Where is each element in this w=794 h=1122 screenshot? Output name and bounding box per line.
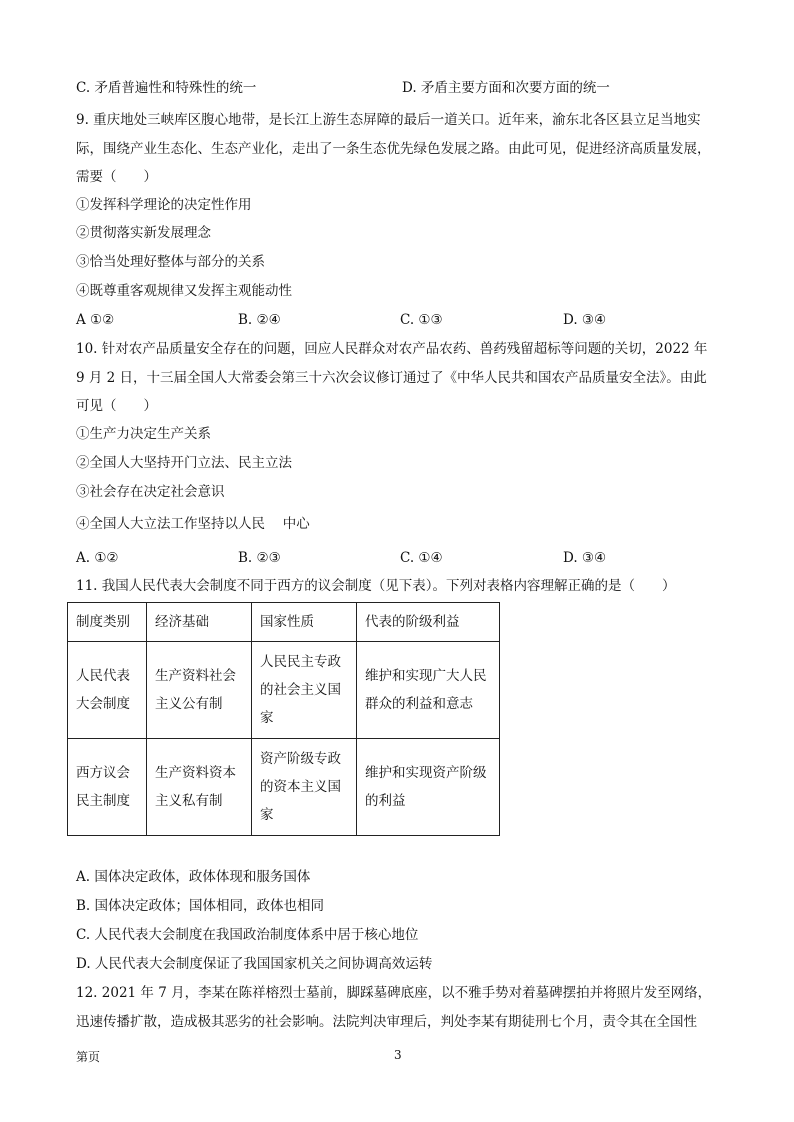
q9-options-row (76, 310, 736, 330)
q9-stem-line-3: 需要（ ） (76, 169, 157, 185)
q8-options-row (76, 78, 736, 98)
q12-stem-line-2: 迅速传播扩散，造成极其恶劣的社会影响。法院判决审理后，判处李某有期徒刑七个月，责令其在全国性 (76, 1014, 697, 1030)
q11-option-d: D. 人民代表大会制度保证了我国国家机关之间协调高效运转 (76, 956, 433, 972)
q10-stem-line-3: 可见（ ） (76, 398, 157, 414)
q9-item-2: ②贯彻落实新发展理念 (76, 225, 211, 241)
q11-option-c: C. 人民代表大会制度在我国政治制度体系中居于核心地位 (76, 927, 419, 943)
q11-option-b: B. 国体决定政体；国体相同，政体也相同 (76, 898, 325, 914)
q10-option-a: A. ①② (76, 550, 119, 566)
q9-stem-line-1: 9. 重庆地处三峡库区腹心地带，是长江上游生态屏障的最后一道关口。近年来，渝东北各区县立足当地实 (76, 112, 701, 128)
table-header-row (68, 603, 500, 642)
q10-option-b: B. ②③ (238, 550, 281, 566)
q10-option-c: C. ①④ (400, 550, 443, 566)
q8-option-c: C. 矛盾普遍性和特殊性的统一 (76, 80, 257, 96)
q10-item-4: ④全国人大立法工作坚持以人民 中心 (76, 516, 310, 532)
q11-option-a: A. 国体决定政体，政体体现和服务国体 (76, 869, 311, 885)
q10-options-row (76, 548, 736, 568)
table-header-cell: 经济基础 (147, 603, 252, 642)
q9-option-c: C. ①③ (400, 312, 443, 328)
table-cell: 维护和实现广大人民 群众的利益和意志 (357, 642, 500, 739)
table-row (68, 642, 500, 739)
q10-item-2: ②全国人大坚持开门立法、民主立法 (76, 455, 292, 471)
q11-stem: 11. 我国人民代表大会制度不同于西方的议会制度（见下表）。下列对表格内容理解正确的是（ ） (76, 578, 676, 594)
table-row (68, 739, 500, 836)
table-header-cell: 代表的阶级利益 (357, 603, 500, 642)
q10-stem-line-2: 9 月 2 日，十三届全国人大常委会第三十六次会议修订通过了《中华人民共和国农产品质量安全法》。由此 (76, 370, 707, 386)
table-cell: 资产阶级专政 的资本主义国 家 (252, 739, 357, 836)
q9-option-a: A ①② (76, 312, 115, 328)
q9-item-1: ①发挥科学理论的决定性作用 (76, 197, 252, 213)
q10-item-1: ①生产力决定生产关系 (76, 426, 211, 442)
q9-stem-line-2: 际，围绕产业生态化、生态产业化，走出了一条生态优先绿色发展之路。由此可见，促进经济高质量发展， (76, 141, 711, 157)
q8-option-d: D. 矛盾主要方面和次要方面的统一 (402, 80, 610, 96)
table-header-cell: 制度类别 (68, 603, 147, 642)
table-cell: 维护和实现资产阶级 的利益 (357, 739, 500, 836)
q10-stem-line-1: 10. 针对农产品质量安全存在的问题，回应人民群众对农产品农药、兽药残留超标等问题的关切，2022 年 (76, 341, 708, 357)
q9-option-d: D. ③④ (563, 312, 607, 328)
table-cell: 生产资料社会 主义公有制 (147, 642, 252, 739)
footer-label: 第页 (76, 1050, 101, 1064)
table-cell: 西方议会 民主制度 (68, 739, 147, 836)
q12-stem-line-1: 12. 2021 年 7 月，李某在陈祥榕烈士墓前，脚踩墓碑底座，以不雅手势对着墓碑摆拍并将照片发至网络， (76, 985, 712, 1001)
table-header-cell: 国家性质 (252, 603, 357, 642)
q9-item-3: ③恰当处理好整体与部分的关系 (76, 254, 265, 270)
table-cell: 生产资料资本 主义私有制 (147, 739, 252, 836)
page-number: 3 (394, 1048, 402, 1062)
q9-option-b: B. ②④ (238, 312, 281, 328)
q10-option-d: D. ③④ (563, 550, 607, 566)
table-cell: 人民代表 大会制度 (68, 642, 147, 739)
comparison-table (67, 602, 500, 836)
q10-item-3: ③社会存在决定社会意识 (76, 484, 225, 500)
table-cell: 人民民主专政 的社会主义国 家 (252, 642, 357, 739)
q9-item-4: ④既尊重客观规律又发挥主观能动性 (76, 283, 292, 299)
